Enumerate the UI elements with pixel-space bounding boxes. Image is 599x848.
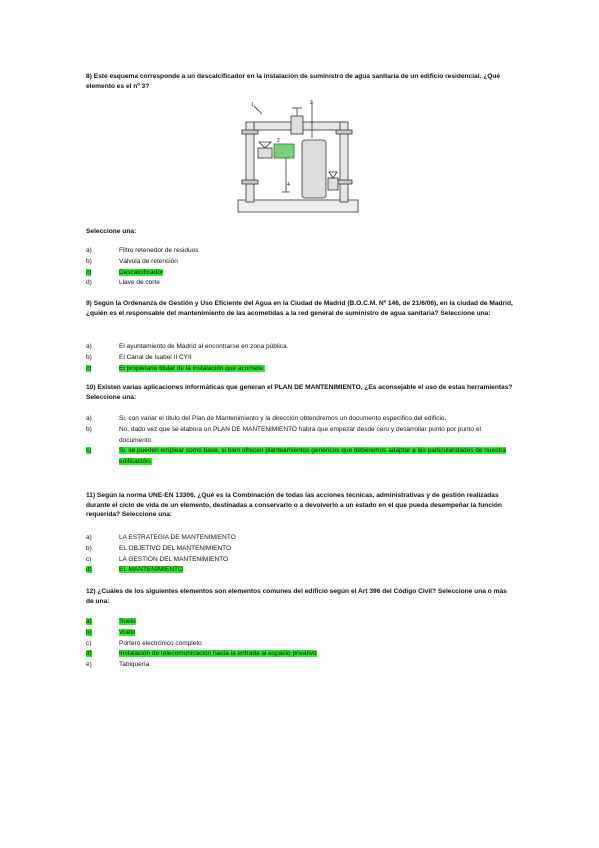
option-c-correct[interactable]: c) Descalcificador	[86, 268, 164, 276]
option-b[interactable]: b) No, dado vez que se elabora un PLAN DE MANTENIMIENTO habrá que empezar desde cero y desarrollar punto por punto el documento.	[86, 425, 481, 444]
option-a[interactable]: a) El ayuntamiento de Madrid al encontrarse en zona pública.	[86, 343, 289, 350]
option-a[interactable]: a) Filtro retenedor de residuos	[86, 247, 199, 254]
question-11-options	[86, 533, 516, 576]
question-8-text: 8) Este esquema corresponde a un descalcificador en la instalación de suministro de agua sanitaria de un edificio residencial. ¿Qué elemento es el nº 3?	[86, 73, 501, 90]
option-b[interactable]: b) Válvula de retención	[86, 257, 178, 265]
option-d[interactable]: d) Llave de corte	[86, 279, 160, 287]
option-d-correct[interactable]: d) Instalación de telecomunicación hasta la entrada al espacio privativo	[86, 650, 317, 658]
option-b-correct[interactable]: b) Vuelo	[86, 628, 136, 636]
option-b[interactable]: b) EL OBJETIVO DEL MANTENIMIENTO	[86, 544, 232, 552]
diagram-label-2: 2	[277, 138, 280, 144]
option-d-correct[interactable]: d) EL MANTENIMIENTO	[86, 566, 183, 574]
option-c[interactable]: c) LA GESTIÓN DEL MANTENIMIENTO	[86, 555, 229, 563]
option-a[interactable]: a) Si, con variar el título del Plan de Mantenimiento y la dirección obtendremos un documento específico del edificio.	[86, 415, 447, 422]
diagram-label-4: 4	[287, 182, 290, 188]
question-12-text: 12) ¿Cuáles de los siguientes elementos son elementos comunes del edificio según el Art 396 del Código Civil? Seleccione una o más de una:	[86, 588, 507, 605]
question-11-text: 11) Según la norma UNE-EN 13306. ¿Qué es la Combinación de todas las acciones técnicas, administrativas y de gestión realizadas durante el ciclo de vida de un elemento, destinadas a conservarlo o a devolverlo a un estado en el que pueda desempeñar la función requerida? Seleccione una:	[86, 492, 502, 519]
question-9-options	[86, 342, 516, 374]
diagram-label-3: 3	[310, 100, 313, 106]
water-softener-diagram	[236, 100, 360, 220]
option-b[interactable]: b) El Canal de Isabel II CYII	[86, 353, 192, 361]
option-c-correct[interactable]: c) Si, se pueden emplear como base, si bien ofrecen planteamientos genéricos que deberemos adaptar a las particularidades de nuestra edificación.	[86, 447, 506, 466]
question-12-options	[86, 617, 516, 671]
question-10-options	[86, 414, 516, 468]
diagram-label-1: 1	[251, 102, 254, 108]
option-c-correct[interactable]: c) El propietario titular de la instalación que acomete.	[86, 364, 265, 372]
option-e[interactable]: e) Tabiquería	[86, 661, 150, 669]
question-10-text: 10) Existen varias aplicaciones informáticas que generan el PLAN DE MANTENIMIENTO, ¿Es aconsejable el uso de estas herramientas? Seleccione una:	[86, 384, 513, 401]
option-a[interactable]: a) LA ESTRATEGIA DE MANTENIMIENTO	[86, 534, 236, 541]
question-9-text: 9) Según la Ordenanza de Gestión y Uso Eficiente del Agua en la Ciudad de Madrid (B.O.C.M. Nº 146, de 21/6/06), en la ciudad de Madrid, ¿quién es el responsable del mantenimiento de las acometidas a la red general de suministro de agua sanitaria? Seleccione una:	[86, 300, 513, 317]
question-8-options	[86, 246, 516, 289]
option-c[interactable]: c) Portero electrónico completo	[86, 639, 202, 647]
select-one-label: Seleccione una:	[86, 228, 137, 235]
option-a-correct[interactable]: a) Suelo	[86, 618, 136, 625]
